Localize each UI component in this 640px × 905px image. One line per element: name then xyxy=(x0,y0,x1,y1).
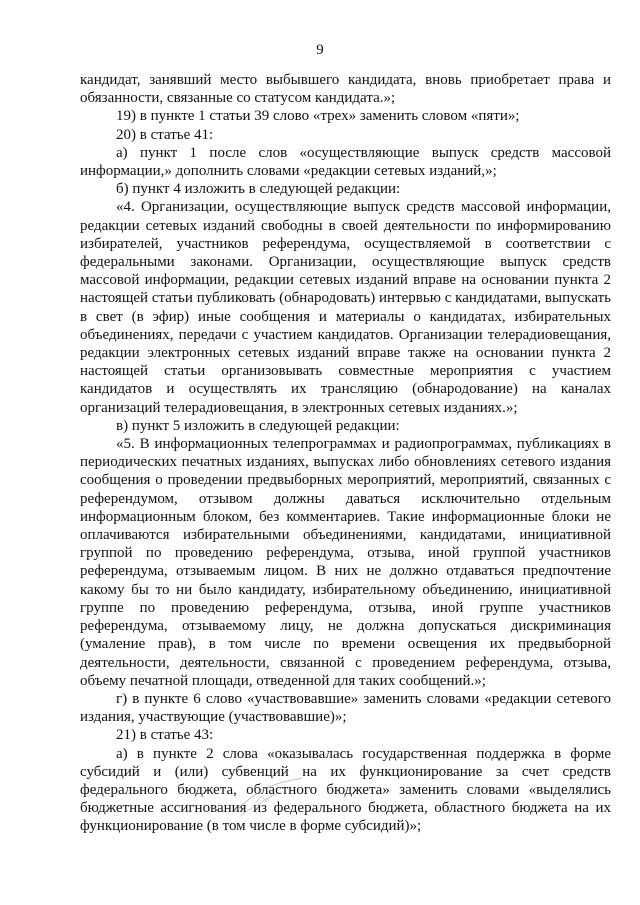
paragraph: 19) в пункте 1 статьи 39 слово «трех» заменить словом «пяти»; xyxy=(116,108,520,125)
page-number: 9 xyxy=(316,42,324,58)
paragraph: в) пункт 5 изложить в следующей редакции: xyxy=(116,417,400,434)
faint-stamp-mark xyxy=(226,772,306,822)
paragraph: г) в пункте 6 слово «участвовавшие» заменить словами «редакции сетевого издания, участвующие (участвовавшие)»; xyxy=(80,690,611,726)
paragraph: кандидат, занявший место выбывшего кандидата, вновь приобретает права и обязанности, связанные со статусом кандидата.»; xyxy=(80,72,611,107)
paragraph: «5. В информационных телепрограммах и радиопрограммах, публикациях в периодических печатных изданиях, выпусках либо обновлениях сетевого издания сообщения о проведении предвыборных мероприятий, мероприятий, связанных с референдумом, отзывом должны даваться исключительно отдельным информационным блоком, без комментариев. Такие информационные блоки не оплачиваются избирательными объединениями, кандидатами, инициативной группой по проведению референдума, отзыва, иной группой участников референдума, отзываемым лицом. В них не должно отдаваться предпочтение какому бы то ни было кандидату, избирательному объединению, инициативной группе по проведению референдума, отзыва, иной группе участников референдума, отзываемому лицу, не должна допускаться дискриминация (умаление прав), в том числе по времени освещения их предвыборной деятельности, деятельности, связанной с проведением референдума, отзыва, объему печатной площади, отведенной для таких сообщений.»; xyxy=(80,436,611,689)
paragraph: б) пункт 4 изложить в следующей редакции: xyxy=(116,181,401,198)
document-body xyxy=(80,71,611,836)
paragraph: 20) в статье 41: xyxy=(116,126,214,143)
paragraph: а) в пункте 2 слова «оказывалась государственная поддержка в форме субсидий и (или) субвенций на их функционирование за счет средств федерального бюджета, областного бюджета» заменить словами «выделялись бюджетные ассигнования из федерального бюджета, областного бюджета на их функционирование (в том числе в форме субсидий)»; xyxy=(80,745,611,835)
paragraph: «4. Организации, осуществляющие выпуск средств массовой информации, редакции сетевых изданий свободны в своей деятельности по информированию избирателей, участников референдума, осуществляемой в соответствии с федеральными законами. Организации, осуществляющие выпуск средств массовой информации, редакции сетевых изданий вправе на основании пункта 2 настоящей статьи публиковать (обнародовать) интервью с кандидатами, выпускать в свет (в эфир) иные сообщения и материалы о кандидатах, избирательных объединениях, передачи с участием кандидатов. Организации телерадиовещания, редакции электронных сетевых изданий вправе также на основании пункта 2 настоящей статьи организовывать совместные мероприятия с участием кандидатов и осуществлять их трансляцию (обнародование) на каналах организаций телерадиовещания, в электронных сетевых изданиях.»; xyxy=(80,199,611,416)
paragraph: а) пункт 1 после слов «осуществляющие выпуск средств массовой информации,» дополнить словами «редакции сетевых изданий,»; xyxy=(80,144,611,180)
paragraph: 21) в статье 43: xyxy=(116,727,214,744)
